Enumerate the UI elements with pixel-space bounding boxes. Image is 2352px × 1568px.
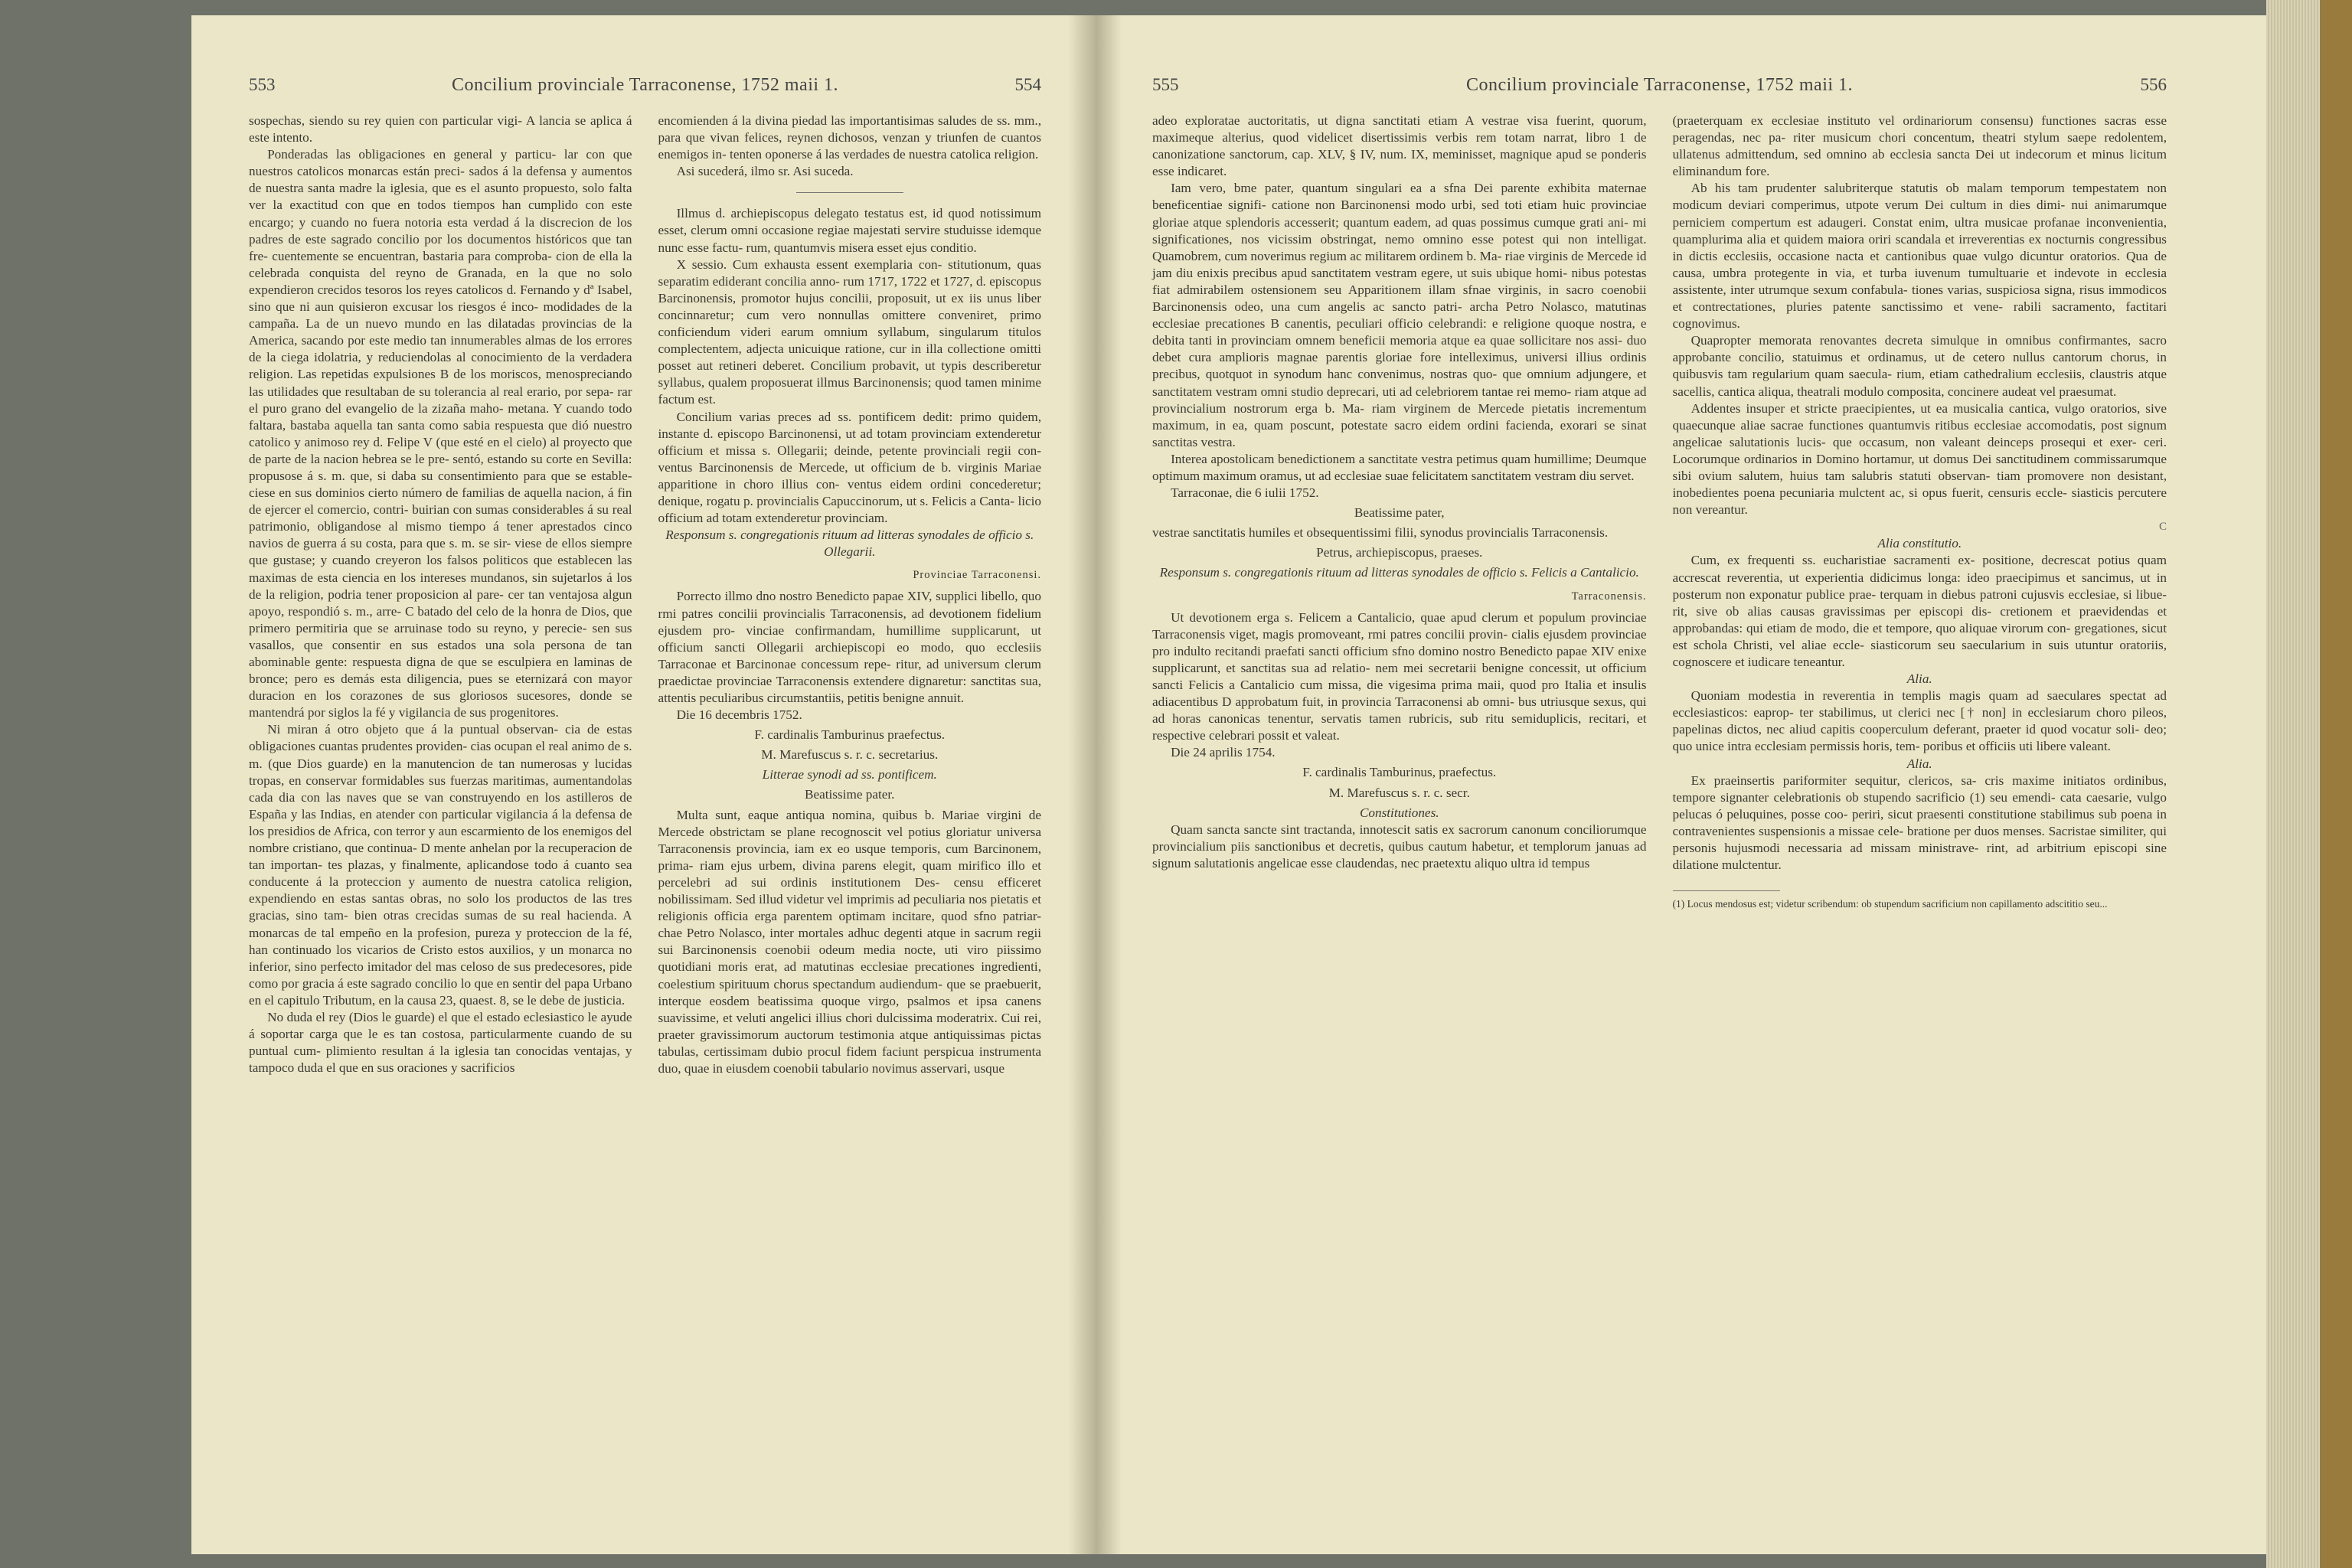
paragraph: Interea apostolicam benedictionem a sanctitate vestra petimus quam humillime; Deumque optimum maximum oramus, ut ad ecclesiae suae felicitatem sanctitatem vestram diu servet. bbox=[1152, 451, 1647, 483]
paragraph: adeo exploratae auctoritatis, ut digna sanctitati etiam A vestrae visa fuerint, quorum, maximeque alterius, quod videlicet disertissimis verbis rem totam narrat, libro 1 de canonizatione sanctorum, cap. XLV, § IV, num. IX, meminisset, magnique apud se ponderis esse indicaret. bbox=[1152, 113, 1647, 179]
paragraph: Illmus d. archiepiscopus delegato testatus est, id quod notissimum esset, clerum omni occasione regiae majestati servire studuisse idemque nunc esse factu- rum, quantumvis misera esset ejus conditio. bbox=[658, 206, 1041, 255]
paragraph: Asi sucederá, ilmo sr. Asi suceda. bbox=[676, 164, 854, 179]
paragraph: Ab his tam prudenter salubriterque statutis ob malam temporum tempestatem non modicum deviari comperimus, utpote verum Dei cultum in dies dimi- nui animarumque perniciem compertum est adaugeri. Constat enim, ultra musicae profanae inconvenientia, quamplurima alia et quidem maiora oriri scandala et irreverentias ex nocturnis congressibus in dictis ecclesiis, occasione nacta et cantionibus quae vulgo dicuntur oratorios. Qua de causa, umbra protegente in via, et turba iuvenum tumultuarie et indevote in ecclesia assistente, inter utrumque sexum confabula- tiones varias, suspiciosa signa, risus immodicos et contrectationes, pluries patente sanctissimo et vene- rabili sacramento, factitari cognovimus. bbox=[1672, 181, 2167, 332]
left-page bbox=[191, 15, 1095, 1554]
paragraph: Cum, ex frequenti ss. eucharistiae sacramenti ex- positione, decrescat potius quam accrescat reverentia, ut experientia didicimus longa: ideo praecipimus et sancimus, ut in posterum non exponatur publice prae- terquam in diebus patroni cujusvis ecclesiae, si libue- rit, sive ob alias causas gravissimas per episcopi dis- cretionem et praevidendas et approbandas: qui etiam de modo, die et tempore, quo aliquae virorum con- gregationes, sicut est schola Christi, vel aliae eccle- siasticorum seu saecularium in suis utuntur oratoriis, cognoscere et iudicare teneantur. bbox=[1672, 553, 2167, 669]
paragraph: Ni miran á otro objeto que á la puntual observan- cia de estas obligaciones cuantas prudentes providen- cias ocupan el real animo de s. m. (que Dios guarde) en la manutencion de tan numerosas y lucidas tropas, en conservar formidables sus fuerzas maritimas, aumentandolas cada dia con las naves que se van construyendo en los astilleros de España y las Indias, en atender con particular vigilancia á la defensa de los presidios de Africa, con terror y aun escarmiento de los enemigos del nombre cristiano, que continua- D mente anhelan por la recuperacion de tan importan- tes plazas, y finalmente, aplicandose todo á cuanto sea conducente á la proteccion y aumento de nuestra catolica religion, expendiendo en estas santas obras, no solo los productos de las tres gracias, sino tam- bien otras crecidas sumas de su real hacienda. A monarcas de tal empeño en la profesion, pureza y proteccion de la fé, han continuado los vicarios de Cristo estos auxilios, y un monarca no inferior, sino perfecto imitador del mas celoso de sus predecesores, pide como por gracia á este sagrado concilio lo que en sentir del papa Urbano en el capitulo Tributum, en la causa 23, quaest. 8, se le debe de justicia. bbox=[249, 722, 632, 1008]
section-heading: Alia. bbox=[1906, 671, 1932, 687]
running-title: Concilium provinciale Tarraconense, 1752 maii 1. bbox=[1465, 75, 1854, 95]
right-page-columns bbox=[1152, 113, 2167, 910]
addressee: Provinciae Tarraconensi. bbox=[913, 569, 1041, 582]
paragraph: Porrecto illmo dno nostro Benedicto papae XIV, supplici libello, quo rmi patres concilii provincialis Tarraconensis, ad devotionem fidelium ejusdem pro- vinciae confirmandam, humillime supplicarunt, ut officium sancti Ollegarii archiepiscopi eo modo, quo ecclesiis Tarraconae et Barcinonae concessum repe- ritur, ad universum clerum praedictae provinciae Tarraconensis extendere dignaretur: sanctitas sua, attentis peculiaribus circumstantiis, petitis benigne annuit. bbox=[658, 589, 1041, 705]
left-page-header bbox=[249, 75, 1041, 96]
margin-marker: C bbox=[2158, 521, 2167, 534]
addressee: Tarraconensis. bbox=[1571, 590, 1647, 603]
paragraph: Ponderadas las obligaciones en general y particu- lar con que nuestros catolicos monarcas están preci- sados á la defensa y aumentos de nuestra santa madre la iglesia, que es el asunto propuesto, solo falta ver la exactitud con que en todos tiempos han cumplido con este encargo; y cuando no fuera notoria esta verdad á la discrecion de los padres de este sagrado concilio por los documentos históricos que tan fre- cuentemente se encuentran, bastaria para comproba- cion de ella la celebrada conquista del reyno de Granada, en la que no solo expendieron crecidos tesoros los reyes catolicos d. Fernando y dª Isabel, sino que ni aun quisieron excusar los riesgos é inco- modidades de la campaña. La de un nuevo mundo en las dilatadas provincias de la America, sacando por este medio tan innumerables almas de los errores de la ciega idolatria, y reduciendolas al conocimiento de la verdadera religion. Las repetidas expulsiones B de los moriscos, menospreciando las utilidades que resultaban de su tolerancia al real erario, por sepa- rar el puro grano del evangelio de la zizaña maho- metana. Y cuando todo faltara, bastaba aquella tan santa como sabia respuesta que dió nuestro catolico y animoso rey d. Felipe V (que esté en el cielo) al proyecto que de parte de la nacion hebrea se le pre- sentó, estando su corte en Sevilla: propusose á s. m. que, si daba su consentimiento para que se estable- ciese en sus dominios cierto número de familias de aquella nacion, á fin de ejercer el comercio, contri- buirian con sumas considerables á su real patrimonio, obligandose al mismo tiempo á tener aprestados cinco navios de guerra á su costa, para que s. m. se sir- viese de ellos siempre que gustase; y cuando creyeron los falsos politicos que establecen las maximas de esta ciencia en los intereses mundanos, sin sujetarlos á los de la religion, podria tener proposicion al pare- cer tan ventajosa algun apoyo, respondió s. m., arre- C batado del celo de la honra de Dios, que primero permitiria que se arruinase todo su reyno, y perecie- sen sus vasallos, que consentir en sus estados una sola persona de tan abominable gente: respuesta digna de que se esculpiera en laminas de bronce; pero es demás esta diligencia, pues se eternizará con mayor duracion en los corazones de sus gloriosos sucesores, donde se mantendrá por siglos la fé y vigilancia de sus progenitores. bbox=[249, 147, 632, 720]
date-line: Die 24 aprilis 1754. bbox=[1171, 745, 1276, 760]
footnote-rule bbox=[1673, 890, 1780, 891]
footnote: (1) Locus mendosus est; videtur scribendum: ob stupendum sacrificium non capillamento adscititio seu... bbox=[1672, 898, 2108, 910]
section-heading: Alia constitutio. bbox=[1877, 536, 1962, 551]
paragraph: Quoniam modestia in reverentia in templis magis quam ad saeculares spectat ad ecclesiasticos: eaprop- ter stabilimus, ut clerici nec [† non] in ecclesiarum choro pileos, papelinas dictos, nec aliud capitis cooperculum deferant, praeter id quod vocatur soli- deo; quo unice intra ecclesiam permissis horis, tem- poribus et officiis uti libere valeant. bbox=[1672, 688, 2167, 754]
section-heading: Constitutiones. bbox=[1359, 805, 1439, 820]
paragraph: Ut devotionem erga s. Felicem a Cantalicio, quae apud clerum et populum provinciae Tarraconensis viget, magis promoveant, rmi patres concilii provin- cialis ejusdem provinciae pro indulto recitandi praefati sancti officium sfno domino nostro Benedicto papae XIV enixe supplicarunt, et sanctitas sua ad relatio- nem mei secretarii benigne concessit, ut officium sancti Felicis a Cantalicio cum missa, die vigesima prima maii, quod pro Italia et insulis adiacentibus D approbatum fuit, in provincia Tarraconensi ab omni- bus utriusque sexus, qui ad horas canonicas tenentur, servatis tamen rubricis, sub ritu semiduplicis, recitari, et respective celebrari possit et valeat. bbox=[1152, 609, 1647, 743]
page-number-553: 553 bbox=[249, 75, 276, 94]
paragraph: (praeterquam ex ecclesiae instituto vel ordinariorum consensu) functiones sacras esse peragendas, nec pa- riter musicum chori concentum, theatri stylum saepe redolentem, ullatenus admittendum, sed omnino ab ecclesia sancta Dei ut indecorum et minus licitum eliminandum fore. bbox=[1672, 113, 2167, 179]
paragraph: Concilium varias preces ad ss. pontificem dedit: primo quidem, instante d. episcopo Barcinonensi, ut ad totam provinciam extenderetur officium et missa s. Ollegarii; deinde, petente provinciali regii con- ventus Barcinonensis de Mercede, ut officium de b. virginis Mariae apparitione in choro illius con- ventus eidem ordini concederetur; denique, rogatu p. provincialis Capuccinorum, ut s. Felicis a Canta- licio officium ad totam extenderetur provinciam. bbox=[658, 409, 1041, 526]
running-title: Concilium provinciale Tarraconense, 1752 maii 1. bbox=[451, 75, 839, 95]
page-number-556: 556 bbox=[2140, 75, 2167, 94]
signature-line: Petrus, archiepiscopus, praeses. bbox=[1316, 545, 1483, 560]
paragraph: Iam vero, bme pater, quantum singulari ea a sfna Dei parente exhibita maternae beneficentiae signifi- catione non Barcinonensi modo urbi, sed toti etiam huic provinciae gloriae atque splendoris accesserit; quantum eadem, ad quas possimus cumque grati ani- mi significationes, nos vicissim obstringat, nemo omnino esse potest qui non intelligat. Quamobrem, cum noverimus regium ac militarem ordinem b. Ma- riae virginis de Mercede id jam diu enixis precibus apud sanctitatem vestram egere, ut suis ubique homi- nibus potestas fiat admirabilem ostensionem seu Apparitionem illam sfnae virginis, in sacro coenobii Barcinonensis odeo, una cum angelis ac sancto patri- archa Petro Nolasco, matutinas ecclesiae precationes B canentis, peculiari officio celebrandi: e religione quoque nostra, e debita tanti in provinciam omnem beneficii memoria atque ea quae sollicitare nos assi- duo debet cura amplioris magnae parentis gloriae fore intelleximus, universi illius ordinis precibus, quotquot in synodum hanc convenimus, nostras quo- que omnium adjungere, et sanctitatem vestram omni studio deprecari, uti ad celebriorem tantae rei memo- riam atque ad provincialium nostrorum erga b. Ma- riam virginem de Mercede pietatis incrementum maximum, in ea, quam poscunt, potestate sacro eidem ordini facienda, exorari se sinat sanctitas vestra. bbox=[1152, 181, 1647, 449]
column-555 bbox=[1152, 113, 1647, 910]
signature-line: M. Marefuscus s. r. c. secr. bbox=[1328, 785, 1470, 800]
left-page-columns bbox=[249, 113, 1041, 1077]
right-page-header bbox=[1152, 75, 2167, 96]
paragraph: vestrae sanctitatis humiles et obsequentissimi filii, synodus provincialis Tarraconensis. bbox=[1152, 525, 1609, 541]
salutation: Beatissime pater, bbox=[1354, 505, 1445, 521]
section-heading: Litterae synodi ad ss. pontificem. bbox=[762, 767, 937, 782]
date-line: Tarraconae, die 6 iulii 1752. bbox=[1171, 485, 1319, 501]
paragraph: encomienden á la divina piedad las importantisimas saludes de ss. mm., para que vivan felices, reynen dichosos, venzan y triunfen de cuantos enemigos in- tenten oponerse á las verdades de nuestra catolica religion. bbox=[658, 113, 1041, 162]
signature-line: M. Marefuscus s. r. c. secretarius. bbox=[761, 747, 939, 763]
column-556 bbox=[1673, 113, 2167, 910]
salutation: Beatissime pater. bbox=[805, 787, 895, 802]
paragraph: X sessio. Cum exhausta essent exemplaria con- stitutionum, quas separatim ediderant concilia anno- rum 1717, 1722 et 1727, d. episcopus Barcinonensis, promotor hujus concilii, proposuit, ut ex iis unus liber concinnaretur; cum vero nonnullas omittere conveniret, primo conficiendum videri earum omnium syllabum, singularum titulos complectentem, adjecta unicuique ratione, cur in illa collectione omitti posset aut retineri deberet. Concilium probavit, ut typis describeretur syllabus, qualem proposuerat illmus Barcinonensis; quod tamen minime factum est. bbox=[658, 256, 1041, 407]
book-cover bbox=[2320, 0, 2352, 1568]
page-number-554: 554 bbox=[1014, 75, 1041, 94]
paragraph: sospechas, siendo su rey quien con particular vigi- A lancia se aplica á este intento. bbox=[249, 113, 632, 145]
page-number-555: 555 bbox=[1152, 75, 1179, 94]
paragraph: Addentes insuper et stricte praecipientes, ut ea musicalia cantica, vulgo oratorios, sive quaecunque aliae sacrae functiones quantumvis ritibus ecclesiae accomodatis, post signum angelicae salutationis lucis- que occasum, non valeant deinceps prosequi et exer- ceri. Locorumque ordinarios in Domino hortamur, ut domus Dei sanctitudinem commissarumque sibi ovium salutem, huius tam salubris statuti observan- tiam promovere non desistant, inobedientes poena pecuniaria mulctent ac, si opus fuerit, censuris eccle- siasticis percutere non vereantur. bbox=[1672, 400, 2167, 518]
paragraph: Quam sancta sancte sint tractanda, innotescit satis ex sacrorum canonum conciliorumque provincialium piis sanctionibus et decretis, quibus cautum habetur, et templorum januas ad signum salutationis angelicae esse claudendas, nec praetextu aliquo ultra id tempus bbox=[1152, 822, 1647, 871]
signature-line: F. cardinalis Tamburinus, praefectus. bbox=[1302, 765, 1497, 780]
section-heading: Responsum s. congregationis rituum ad litteras synodales de officio s. Felicis a Cantalicio. bbox=[1159, 565, 1639, 580]
column-553 bbox=[249, 113, 632, 1077]
section-heading: Alia. bbox=[1906, 756, 1932, 771]
paragraph: Multa sunt, eaque antiqua nomina, quibus b. Mariae virgini de Mercede obstrictam se plane recognoscit vel potius gloriatur universa Tarraconensis provincia, iam ex eo usque temporis, cum Barcinonem, prima- riam ejus urbem, divina parens elegit, quam mirifico illo et percelebri ad sui ordinis institutionem Des- censu efficeret nobilissimam. Sed illud videtur vel imprimis ad peculiaria nos pietatis et religionis officia erga parentem optimam incitare, quod sfno patriar- chae Petro Nolasco, inter mortales adhuc degenti atque in sacrum regii sui Barcinonensis coenobii odeum media nocte, uti viro piissimo quotidiani moris erat, ad matutinas ecclesiae precationes ingredienti, coelestium spirituum chorus spectandum audiendum- que se praebuerit, interque eosdem beatissima quoque virgo, psalmos et ipsa canens suavissime, et veluti angelici illius chori dulcissima moderatrix. Cui rei, praeter gravissimorum auctorum testimonia atque antiquissimas pictas tabulas, certissimam dubio procul fidem faciunt perspicua instrumenta duo, quae in eiusdem coenobii tabulario novimus asservari, usque bbox=[658, 807, 1041, 1076]
section-heading: Responsum s. congregationis rituum ad litteras synodales de officio s. Ollegarii. bbox=[665, 528, 1034, 560]
paragraph: Ex praeinsertis pariformiter sequitur, clericos, sa- cris maxime initiatos ordinibus, tempore signanter celebrationis ob stupendo sacrificio (1) seu emendi- cata caesarie, vulgo pelucas ó peluquines, posse coo- periri, sicut praesenti constitutione stabilimus sub poena in contravenientes suspensionis a missae cele- bratione per duos menses. Sacristae similiter, qui personis hujusmodi necessaria ad missam ministrave- rint, ad arbitrium episcopi sine dilatione mulctentur. bbox=[1672, 773, 2167, 873]
section-rule bbox=[796, 192, 903, 193]
page-edges bbox=[2266, 0, 2320, 1568]
date-line: Die 16 decembris 1752. bbox=[676, 707, 802, 723]
right-page bbox=[1095, 15, 2266, 1554]
column-554 bbox=[658, 113, 1042, 1077]
signature-line: F. cardinalis Tamburinus praefectus. bbox=[754, 727, 946, 743]
paragraph: No duda el rey (Dios le guarde) el que el estado eclesiastico le ayude á soportar carga que le es tan costosa, particularmente cuando de su puntual cum- plimiento resultan á la iglesia tan conocidas ventajas, y tampoco duda el que en sus oraciones y sacrificios bbox=[249, 1009, 632, 1076]
paragraph: Quapropter memorata renovantes decreta simulque in omnibus confirmantes, sacro approbante concilio, statuimus et ordinamus, ut de cetero nullus cantorum chorus, in quibusvis tam regularium quam saecula- rium, etiam cathedralium ecclesiis, claustris atque sacellis, cantica aliqua, theatrali modulo composita, concinere audeat vel praesumat. bbox=[1672, 333, 2167, 399]
book-gutter bbox=[1068, 15, 1122, 1554]
